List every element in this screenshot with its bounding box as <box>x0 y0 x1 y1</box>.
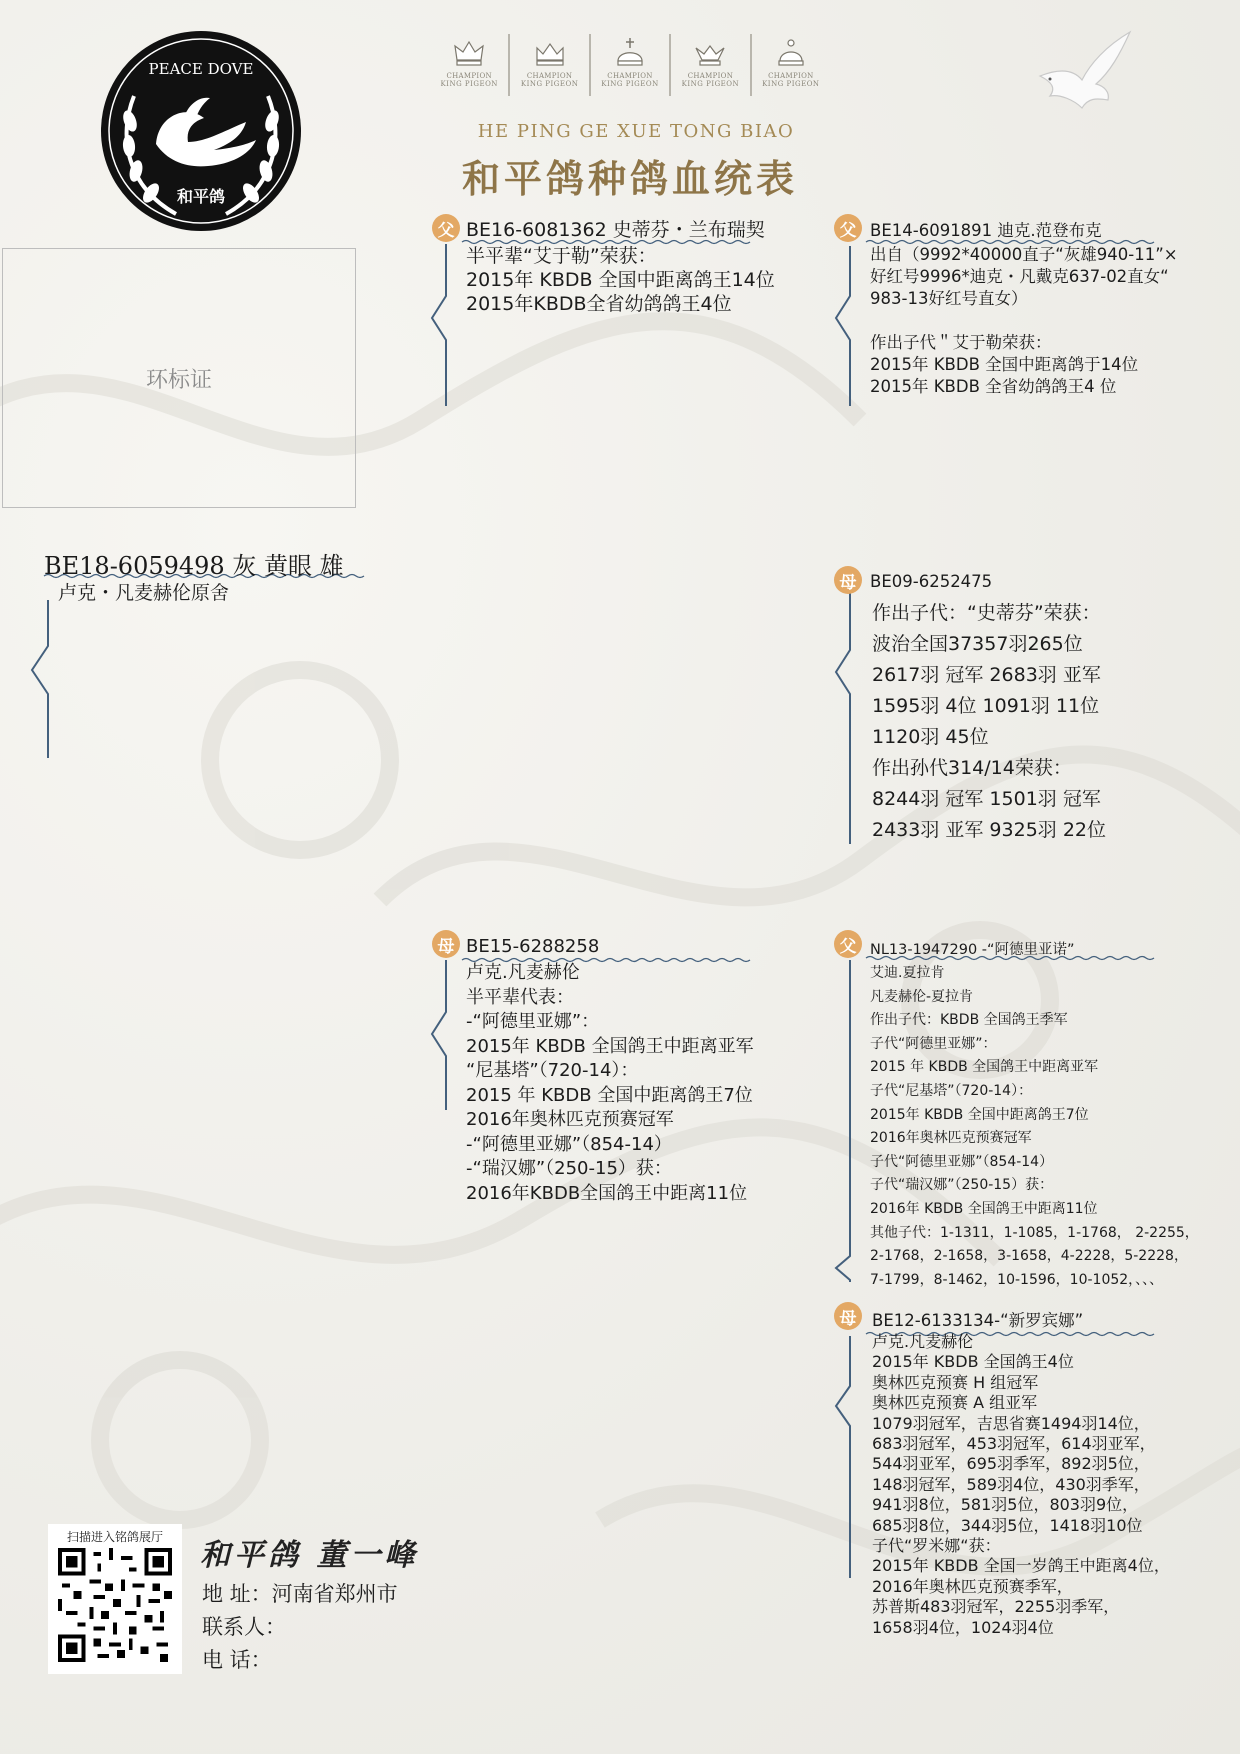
note-line: 1595羽 4位 1091羽 11位 <box>872 695 1100 717</box>
note-line: 941羽8位，581羽5位，803羽9位， <box>872 1495 1139 1515</box>
note-line: -“阿德里亚娜”（854-14） <box>466 1133 672 1155</box>
note-line: 卢克.凡麦赫伦 <box>466 962 580 983</box>
note-line: 作出子代：KBDB 全国鸽王季军 <box>870 1012 1068 1029</box>
dam-id: BE15-6288258 <box>466 936 600 957</box>
note-line: 2015年 KBDB 全省幼鸽鸽王4 位 <box>870 377 1117 396</box>
note-line: 2015年 KBDB 全国中距离鸽王14位 <box>466 269 775 291</box>
note-line: 2015年 KBDB 全国鸽王4位 <box>872 1352 1074 1372</box>
note-line: 2015 年 KBDB 全国鸽王中距离亚军 <box>870 1059 1099 1076</box>
sire-sire-id: BE14-6091891 迪克.范登布克 <box>870 221 1102 240</box>
qr-code-icon[interactable] <box>58 1548 172 1662</box>
crown-caption: KING PIGEON <box>601 80 659 88</box>
father-badge: 父 <box>834 930 862 958</box>
note-line: 苏普斯483羽冠军，2255羽季军， <box>872 1597 1120 1617</box>
note-line: 2016年KBDB全国鸽王中距离11位 <box>466 1182 748 1204</box>
crown-caption: KING PIGEON <box>440 80 498 88</box>
sire-sire-notes <box>870 244 1178 398</box>
note-line: 2015年 KBDB 全国中距离鸽王7位 <box>870 1106 1089 1123</box>
note-line: 卢克.凡麦赫伦 <box>872 1332 974 1351</box>
crown-caption: KING PIGEON <box>762 80 820 88</box>
note-line: 半平辈代表： <box>466 986 574 1008</box>
note-line: “尼基塔”（720-14）： <box>466 1060 639 1081</box>
crown-caption: CHAMPION <box>526 72 573 80</box>
note-line: 子代“阿德里亚娜”： <box>870 1035 997 1052</box>
note-line: 子代“阿德里亚娜”（854-14） <box>870 1153 1054 1170</box>
note-line: -“阿德里亚娜”： <box>466 1011 600 1032</box>
note-line: 艾迪.夏拉肯 <box>870 965 945 981</box>
crown-caption: KING PIGEON <box>681 80 740 88</box>
note-line: 2015年 KBDB 全国一岁鸽王中距离4位， <box>872 1556 1170 1576</box>
dam-dam-notes <box>872 1332 1170 1638</box>
note-line: 1079羽冠军，吉思省赛1494羽14位， <box>872 1413 1150 1433</box>
note-line: 2433羽 亚军 9325羽 22位 <box>872 819 1107 841</box>
pinyin-title: HE PING GE XUE TONG BIAO <box>477 121 795 142</box>
father-badge: 父 <box>432 214 460 242</box>
note-line: 2016年奥林匹克预赛冠军 <box>466 1109 674 1130</box>
qr-code-card[interactable] <box>48 1524 182 1674</box>
note-line: 683羽冠军，453羽冠军，614羽亚军， <box>872 1434 1156 1454</box>
note-line: 作出孙代314/14荣获： <box>872 757 1072 779</box>
note-line: 波治全国37357羽265位 <box>872 633 1083 655</box>
note-line: 子代“罗米娜“获： <box>872 1536 1001 1556</box>
sire-id: BE16-6081362 史蒂芬・兰布瑞契 <box>466 219 765 241</box>
sire-notes <box>466 244 775 316</box>
note-line: 凡麦赫伦-夏拉肯 <box>870 988 974 1005</box>
crown-caption: CHAMPION <box>768 72 814 80</box>
note-line: 148羽冠军，589羽4位，430羽季军， <box>872 1474 1150 1494</box>
ring-certificate-label: 环标证 <box>145 367 212 393</box>
svg-text:PEACE DOVE: PEACE DOVE <box>148 60 254 78</box>
note-line: 2015年 KBDB 全国中距离鸽于14位 <box>870 355 1139 374</box>
note-line: 2015年KBDB全省幼鸽鸽王4位 <box>466 293 732 315</box>
crown-caption: CHAMPION <box>607 72 653 80</box>
qr-caption: 扫描进入铭鸽展厅 <box>66 1530 163 1544</box>
page-title: 和平鸽种鸽血统表 <box>461 156 798 201</box>
dam-sire-notes <box>870 962 1199 1292</box>
sire-dam-notes <box>872 598 1106 846</box>
note-line: 好红号9996*迪克・凡戴克637-02直女“ <box>870 267 1169 286</box>
note-line: 其他子代：1-1311，1-1085，1-1768， 2-2255， <box>870 1224 1199 1241</box>
note-line: 子代“尼基塔”（720-14）： <box>870 1082 1033 1099</box>
note-line: 2016年奥林匹克预赛季军， <box>872 1576 1073 1596</box>
note-line: 2016年奥林匹克预赛冠军 <box>870 1130 1032 1147</box>
note-line: 出自（9992*40000直子“灰雄940-11”× <box>870 245 1178 264</box>
mother-badge: 母 <box>432 930 460 958</box>
note-line: 2015 年 KBDB 全国中距离鸽王7位 <box>466 1084 753 1106</box>
dam-notes <box>466 961 754 1206</box>
note-line: 奥林匹克预赛 H 组冠军 <box>872 1372 1039 1392</box>
note-line <box>870 310 1178 332</box>
mother-badge: 母 <box>834 1302 862 1330</box>
note-line: 685羽8位，344羽5位，1418羽10位 <box>872 1515 1143 1535</box>
note-line: 奥林匹克预赛 A 组亚军 <box>872 1393 1038 1413</box>
signature: 和平鸽 董一峰 <box>200 1538 419 1573</box>
contact-info <box>202 1578 398 1677</box>
note-line: 2617羽 冠军 2683羽 亚军 <box>872 664 1101 686</box>
svg-text:和平鸽: 和平鸽 <box>176 187 226 206</box>
mother-badge: 母 <box>834 566 862 594</box>
note-line: 作出子代：“史蒂芬”荣获： <box>872 602 1101 624</box>
note-line: 作出子代＂艾于勒荣获： <box>870 333 1052 352</box>
note-line: 子代“瑞汉娜”（250-15）获： <box>870 1177 1054 1194</box>
crown-caption: KING PIGEON <box>520 80 579 88</box>
address-line: 地 址：河南省郑州市 <box>202 1582 398 1606</box>
contact-person-line: 联系人： <box>202 1615 286 1639</box>
subject-ring-id: BE18-6059498 灰 黄眼 雄 <box>44 552 344 580</box>
note-line: 半平辈“艾于勒”荣获： <box>466 245 657 267</box>
note-line: 8244羽 冠军 1501羽 冠军 <box>872 788 1101 810</box>
note-line: -“瑞汉娜”（250-15）获： <box>466 1158 672 1179</box>
crown-caption: CHAMPION <box>446 72 492 80</box>
note-line: 2015年 KBDB 全国鸽王中距离亚军 <box>466 1035 754 1057</box>
note-line: 2-1768，2-1658，3-1658，4-2228，5-2228， <box>870 1248 1188 1265</box>
note-line: 544羽亚军，695羽季军，892羽5位， <box>872 1454 1150 1474</box>
note-line: 1658羽4位，1024羽4位 <box>872 1617 1054 1637</box>
note-line: 7-1799，8-1462，10-1596，10-1052，、、、 <box>870 1271 1164 1288</box>
note-line: 1120羽 45位 <box>872 726 989 748</box>
sire-dam-id: BE09-6252475 <box>870 572 993 591</box>
crown-caption: CHAMPION <box>687 72 734 80</box>
subject-owner: 卢克・凡麦赫伦原舍 <box>58 582 230 604</box>
father-badge: 父 <box>834 214 862 242</box>
note-line: 983-13好红号直女） <box>870 289 1028 308</box>
dam-dam-id: BE12-6133134-“新罗宾娜” <box>872 1311 1084 1330</box>
note-line: 2016年 KBDB 全国鸽王中距离11位 <box>870 1200 1098 1217</box>
phone-line: 电 话： <box>202 1648 272 1672</box>
dam-sire-id: NL13-1947290 -“阿德里亚诺” <box>870 942 1075 958</box>
